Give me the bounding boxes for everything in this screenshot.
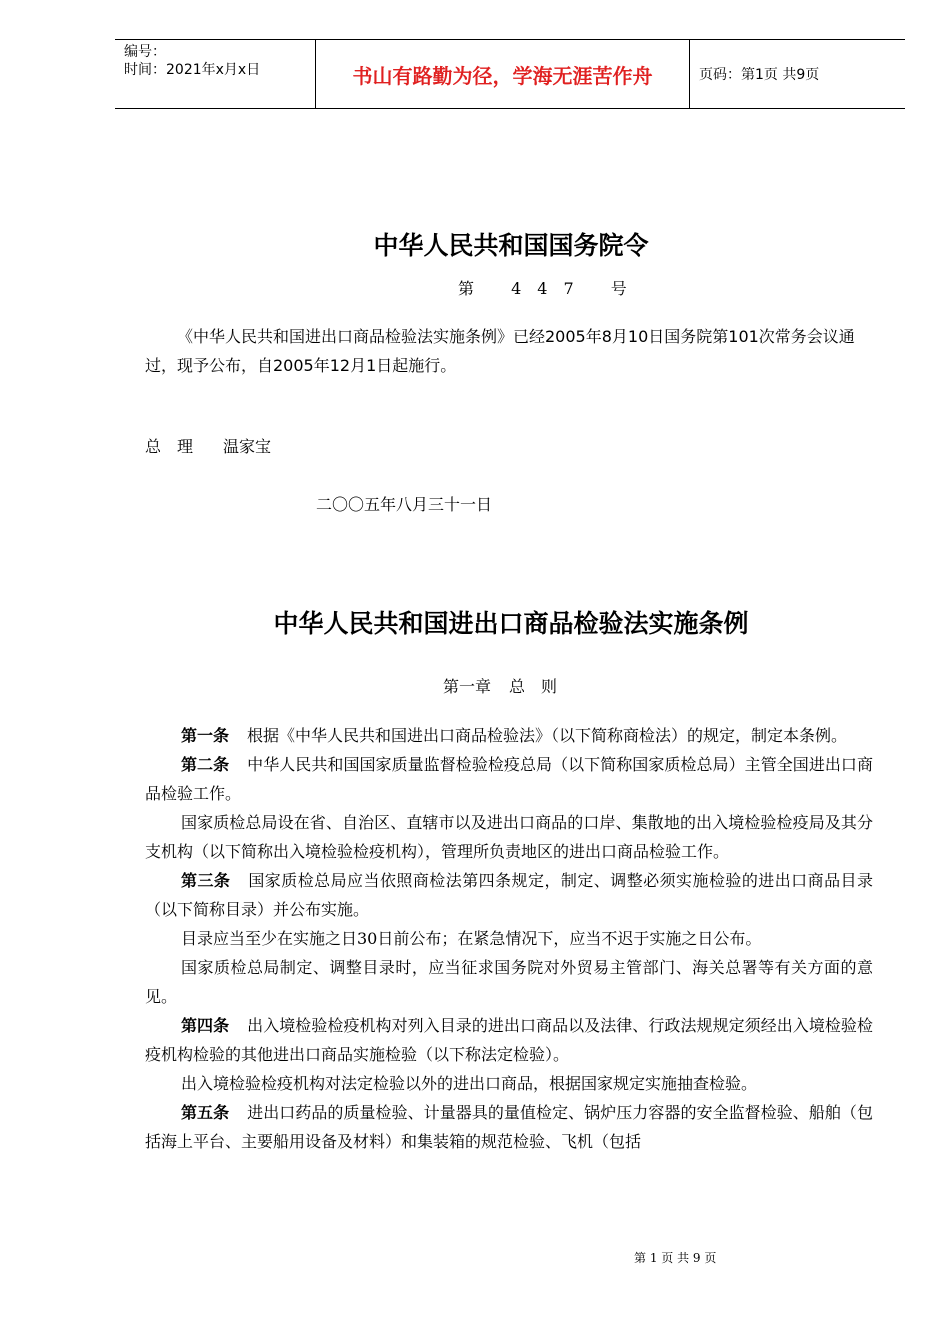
paragraph — [145, 1069, 873, 1098]
article-label: 第二条 — [181, 755, 230, 774]
decree-intro — [145, 322, 865, 380]
paragraph — [145, 1098, 873, 1156]
premier-signature — [145, 434, 271, 457]
paragraph-text: 中华人民共和国国家质量监督检验检疫总局（以下简称国家质检总局）主管全国进出口商品检验工作。 — [145, 755, 873, 803]
chapter-name: 总则 — [509, 677, 574, 696]
decree-number: 第 447 号 — [458, 279, 643, 298]
chapter-heading — [443, 674, 573, 697]
decree-date: 二〇〇五年八月三十一日 — [316, 495, 493, 514]
serial-number: 编号： — [124, 44, 166, 60]
decree-title: 中华人民共和国国务院令 — [373, 231, 649, 260]
paragraph — [145, 750, 873, 808]
paragraph-text: 目录应当至少在实施之日30日前公布；在紧急情况下，应当不迟于实施之日公布。 — [181, 929, 762, 948]
paragraph-text: 国家质检总局应当依照商检法第四条规定，制定、调整必须实施检验的进出口商品目录（以下简称目录）并公布实施。 — [145, 871, 873, 919]
article-label: 第三条 — [181, 871, 231, 890]
paragraph-text: 出入境检验检疫机构对法定检验以外的进出口商品，根据国家规定实施抽查检验。 — [181, 1074, 758, 1093]
decree-intro-text: 《中华人民共和国进出口商品检验法实施条例》已经2005年8月10日国务院第101次常务会议通过，现予公布，自2005年12月1日起施行。 — [145, 327, 855, 375]
paragraph — [145, 953, 873, 1011]
header-page-number: 页码：第1页 共9页 — [699, 67, 820, 83]
paragraph — [145, 924, 873, 953]
paragraph-text: 进出口药品的质量检验、计量器具的量值检定、锅炉压力容器的安全监督检验、船舶（包括海上平台、主要船用设备及材料）和集装箱的规范检验、飞机（包括 — [145, 1103, 873, 1151]
paragraph — [145, 1011, 873, 1069]
paragraph-text: 国家质检总局设在省、自治区、直辖市以及进出口商品的口岸、集散地的出入境检验检疫局及其分支机构（以下简称出入境检验检疫机构），管理所负责地区的进出口商品检验工作。 — [145, 813, 873, 861]
premier-name: 温家宝 — [223, 437, 272, 456]
header-info-cell — [115, 40, 316, 108]
regulation-body — [145, 721, 873, 1156]
article-label: 第四条 — [181, 1016, 230, 1035]
chapter-number: 第一章 — [443, 677, 492, 696]
paragraph — [145, 721, 873, 750]
page-footer: 第 1 页 共 9 页 — [634, 1251, 717, 1265]
header-table — [115, 39, 905, 109]
premier-label: 总理 — [145, 437, 210, 456]
regulation-title: 中华人民共和国进出口商品检验法实施条例 — [273, 609, 749, 638]
header-time: 时间：2021年x月x日 — [124, 62, 261, 78]
paragraph-text: 根据《中华人民共和国进出口商品检验法》（以下简称商检法）的规定，制定本条例。 — [247, 726, 848, 745]
article-label: 第一条 — [181, 726, 230, 745]
paragraph — [145, 866, 873, 924]
article-label: 第五条 — [181, 1103, 230, 1122]
paragraph-text: 国家质检总局制定、调整目录时，应当征求国务院对外贸易主管部门、海关总署等有关方面的意见。 — [145, 958, 873, 1006]
header-motto: 书山有路勤为径，学海无涯苦作舟 — [316, 40, 690, 108]
paragraph — [145, 808, 873, 866]
paragraph-text: 出入境检验检疫机构对列入目录的进出口商品以及法律、行政法规规定须经出入境检验检疫机构检验的其他进出口商品实施检验（以下称法定检验）。 — [145, 1016, 873, 1064]
